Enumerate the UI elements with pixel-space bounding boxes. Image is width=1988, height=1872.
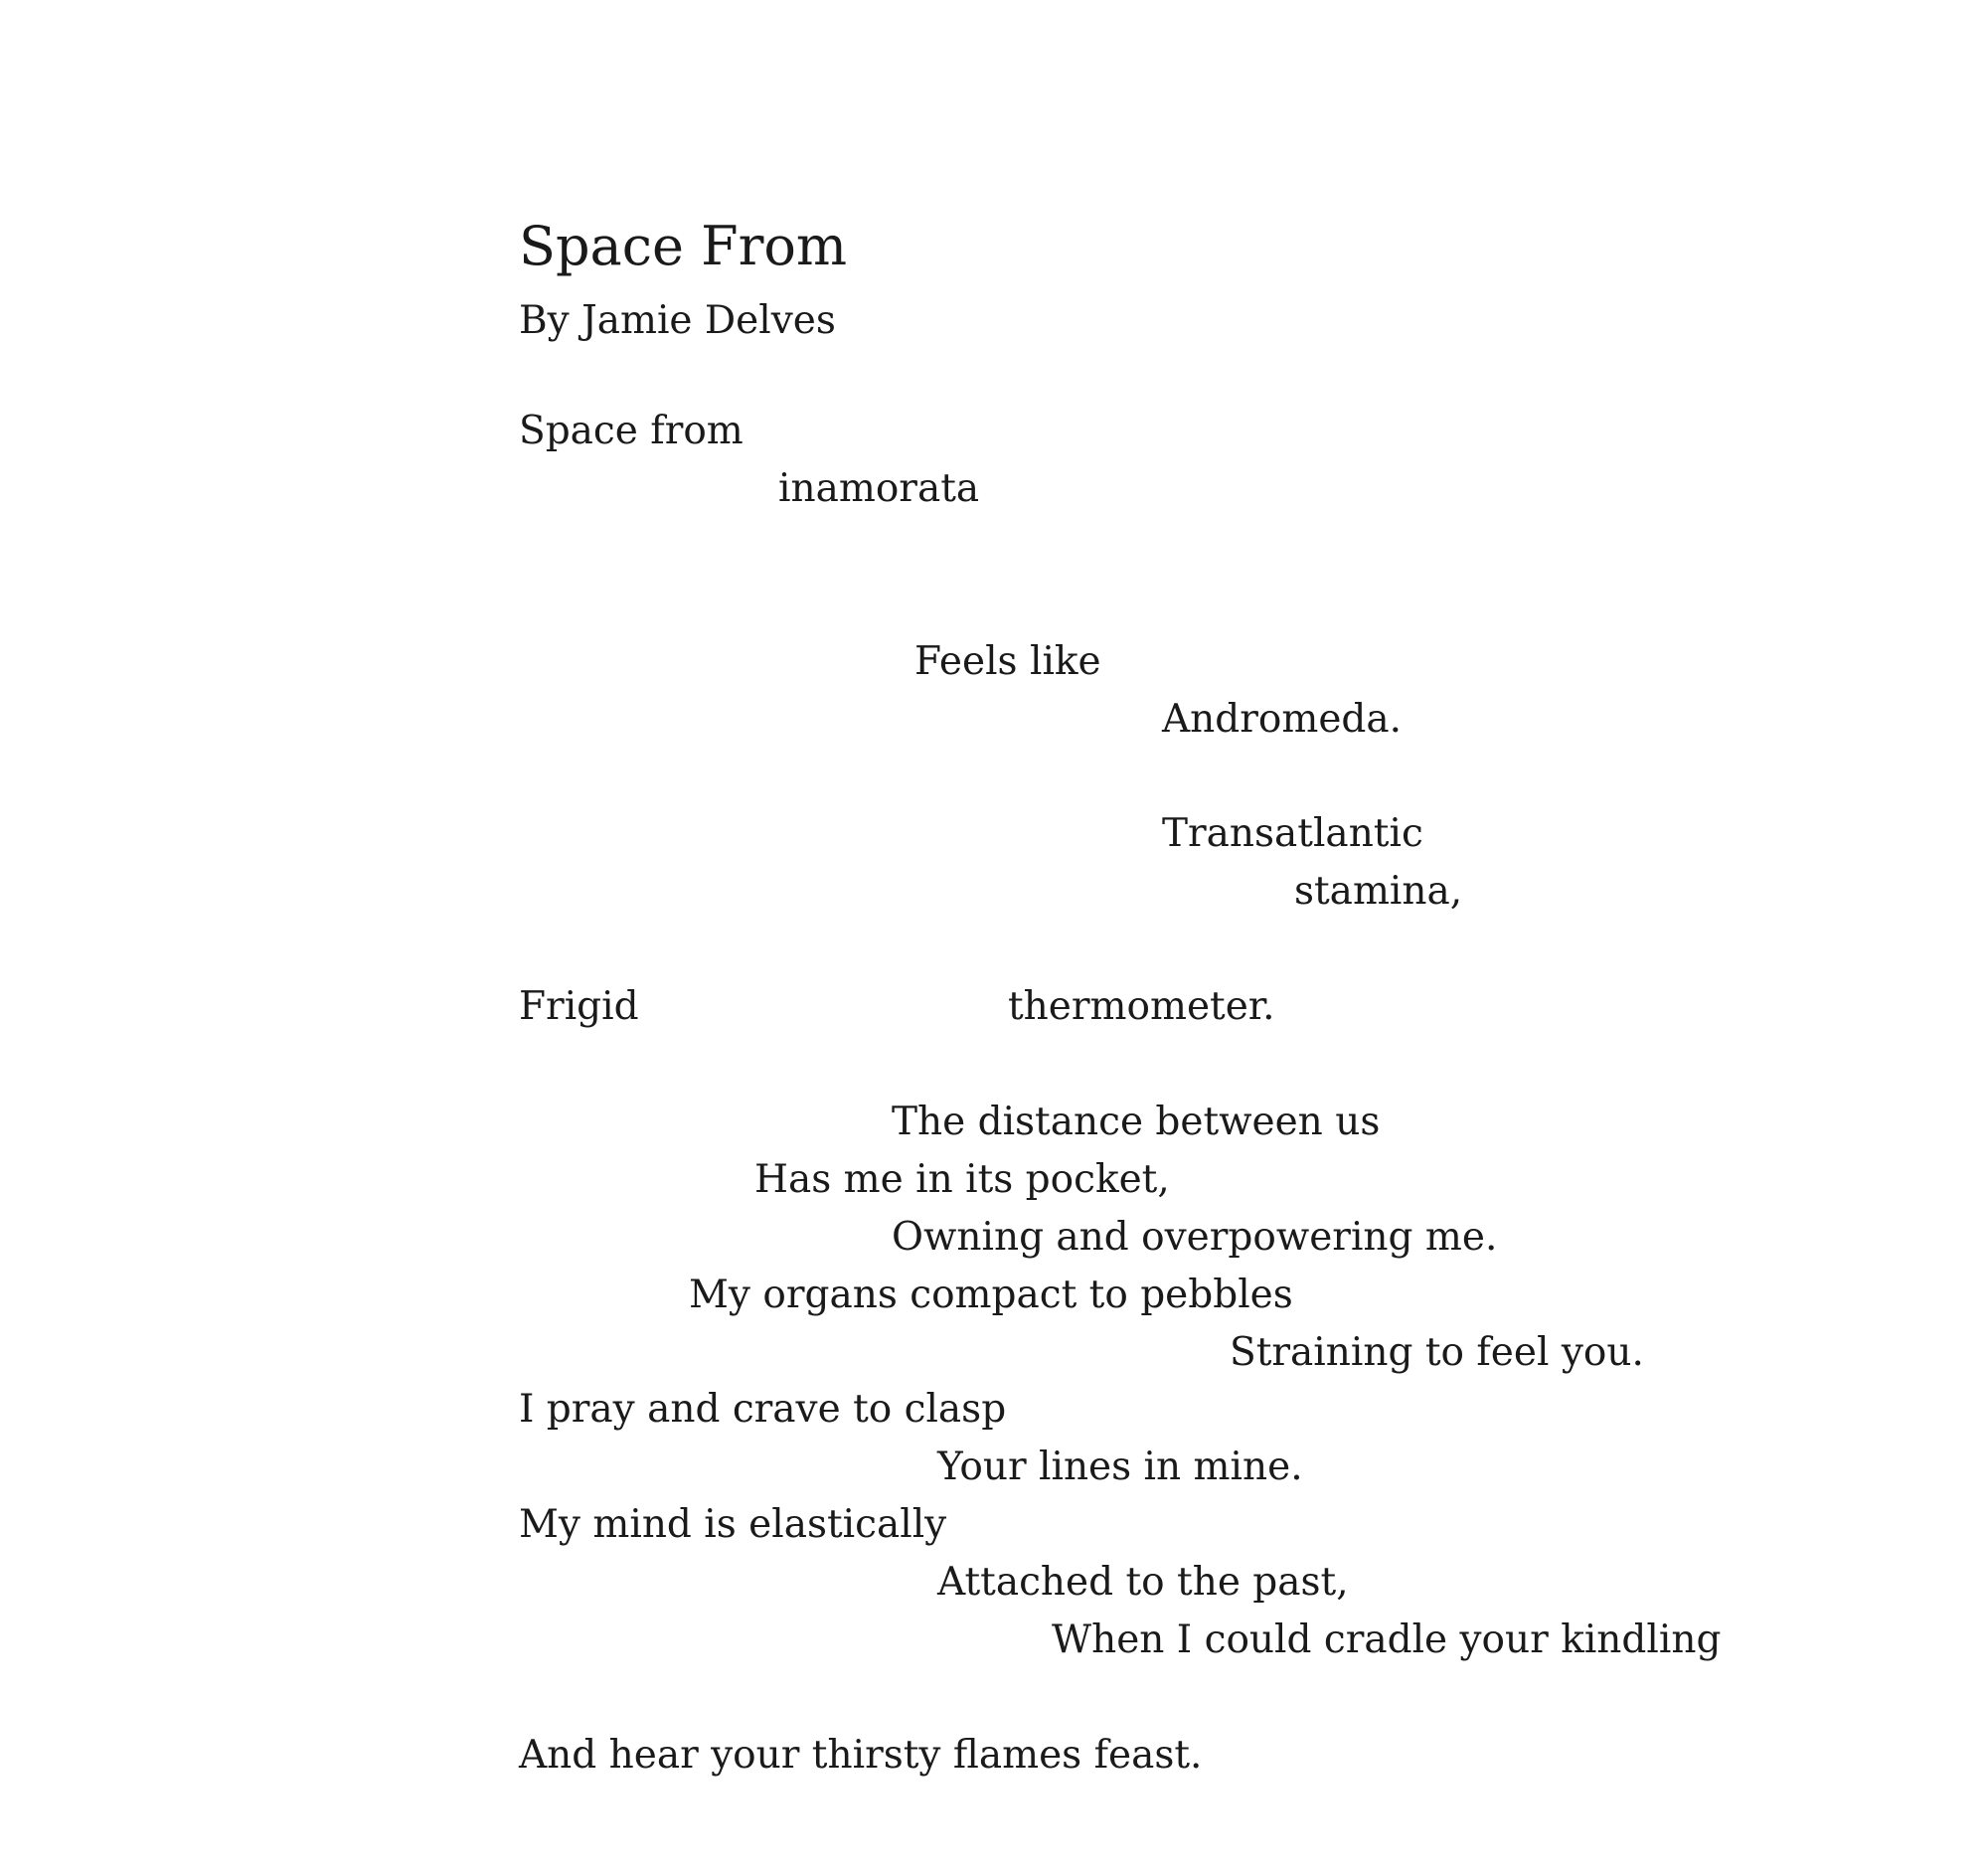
poem-line: I pray and crave to clasp: [519, 1387, 1007, 1432]
poem-line: stamina,: [1294, 869, 1463, 914]
poem-line: Transatlantic: [1162, 811, 1423, 856]
poem-line: Straining to feel you.: [1230, 1330, 1644, 1375]
poem-line: thermometer.: [1008, 984, 1275, 1029]
poem-line: Andromeda.: [1162, 697, 1403, 742]
poem-line: The distance between us: [892, 1100, 1381, 1144]
poem-line: Owning and overpowering me.: [892, 1215, 1498, 1260]
poem-line: Attached to the past,: [937, 1560, 1349, 1605]
poem-line: When I could cradle your kindling: [1052, 1617, 1722, 1662]
poem-title: Space From: [519, 215, 848, 277]
poem-line: Feels like: [914, 639, 1101, 684]
poem-line: And hear your thirsty flames feast.: [519, 1733, 1203, 1778]
poem-line: Space from: [519, 409, 744, 453]
poem-byline: By Jamie Delves: [519, 298, 836, 343]
poem-line: Your lines in mine.: [937, 1445, 1303, 1489]
poem-line: My mind is elastically: [519, 1502, 947, 1547]
poem-line: Frigid: [519, 984, 639, 1029]
poem-line: Has me in its pocket,: [754, 1157, 1170, 1202]
poem-line: My organs compact to pebbles: [689, 1273, 1293, 1317]
poem-line: inamorata: [778, 466, 980, 511]
